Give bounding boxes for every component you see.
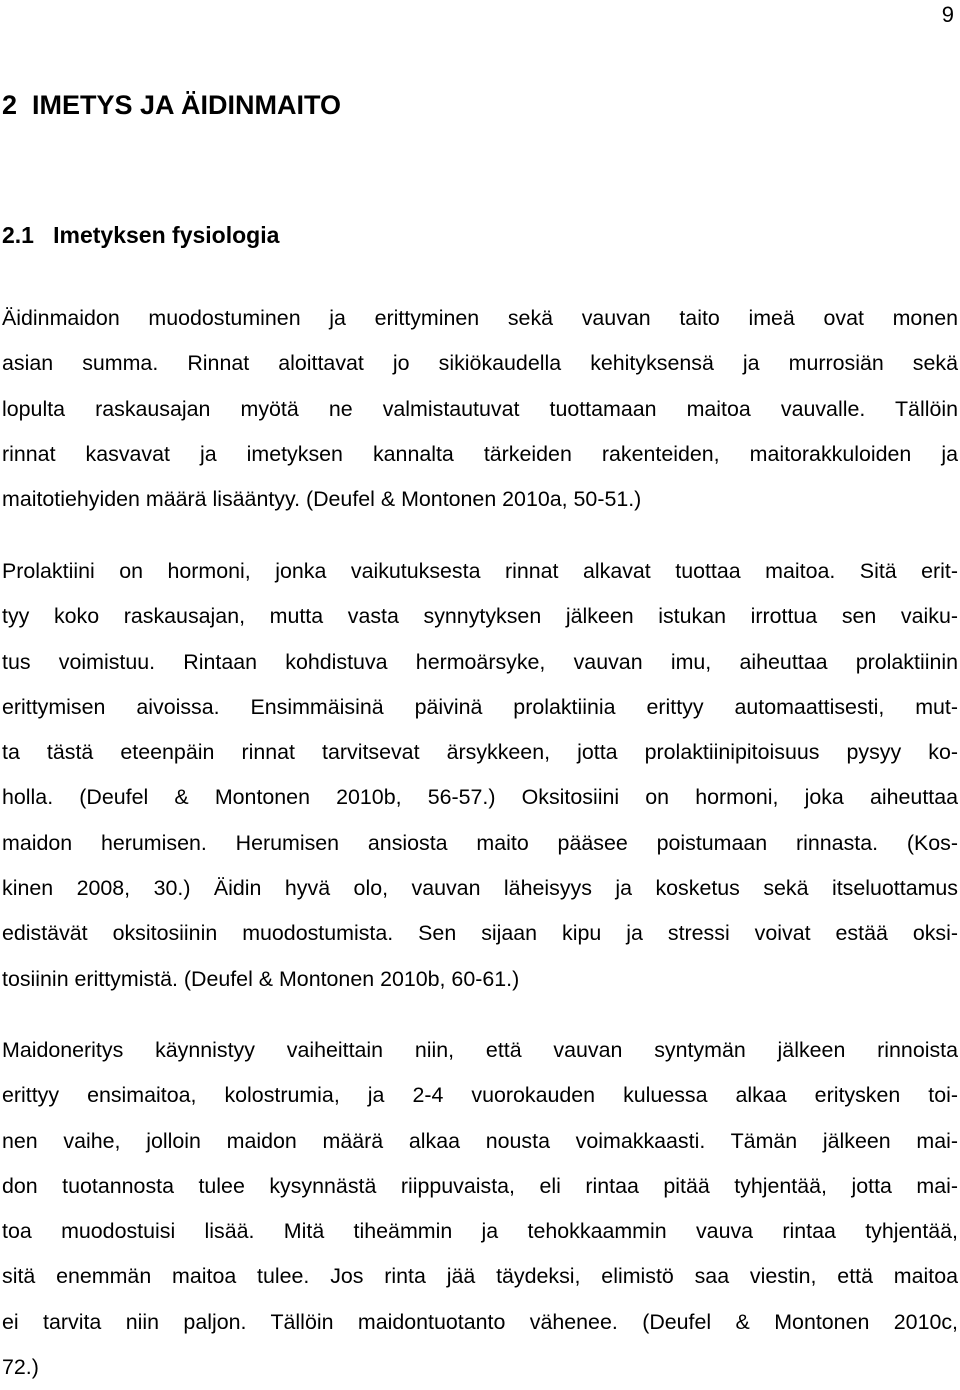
- text-line: kinen 2008, 30.) Äidin hyvä olo, vauvan läheisyys ja kosketus sekä itseluottamus: [2, 876, 958, 901]
- section-heading: 2.1 Imetyksen fysiologia: [2, 222, 280, 248]
- paragraph-2: [2, 549, 958, 1002]
- text-line: toa muodostuisi lisää. Mitä tiheämmin ja tehokkaammin vauva rintaa tyhjentää,: [2, 1219, 958, 1244]
- text-line: Prolaktiini on hormoni, jonka vaikutuksesta rinnat alkavat tuottaa maitoa. Sitä erit-: [2, 559, 958, 583]
- text-line: lopulta raskausajan myötä ne valmistautuvat tuottamaan maitoa vauvalle. Tällöin: [2, 396, 958, 421]
- paragraph-1: [2, 296, 958, 522]
- chapter-heading: 2 IMETYS JA ÄIDINMAITO: [2, 90, 342, 120]
- text-line: nen vaihe, jolloin maidon määrä alkaa nousta voimakkaasti. Tämän jälkeen mai-: [2, 1128, 958, 1153]
- text-line: tus voimistuu. Rintaan kohdistuva hermoärsyke, vauvan imu, aiheuttaa prolaktiinin: [2, 649, 958, 674]
- text-line: tosiinin erittymistä. (Deufel & Montonen 2010b, 60-61.): [2, 966, 520, 991]
- paragraph-3: [2, 1028, 958, 1390]
- text-line: erittymisen aivoissa. Ensimmäisinä päivinä prolaktiinia erittyy automaattisesti, mut-: [2, 694, 958, 719]
- text-line: asian summa. Rinnat aloittavat jo sikiökaudella kehityksensä ja murrosiän sekä: [2, 351, 958, 376]
- text-line: 72.): [2, 1355, 39, 1380]
- text-line: maitotiehyiden määrä lisääntyy. (Deufel & Montonen 2010a, 50-51.): [2, 487, 642, 512]
- text-line: holla. (Deufel & Montonen 2010b, 56-57.) Oksitosiini on hormoni, joka aiheuttaa: [2, 785, 958, 810]
- text-line: Maidoneritys käynnistyy vaiheittain niin, että vauvan syntymän jälkeen rinnoista: [2, 1038, 958, 1062]
- text-line: sitä enemmän maitoa tulee. Jos rinta jää täydeksi, elimistö saa viestin, että maitoa: [2, 1264, 958, 1289]
- page-number: 9: [941, 2, 954, 27]
- text-line: Äidinmaidon muodostuminen ja erittyminen sekä vauvan taito imeä ovat monen: [2, 306, 958, 330]
- text-line: rinnat kasvavat ja imetyksen kannalta tärkeiden rakenteiden, maitorakkuloiden ja: [2, 441, 958, 466]
- text-line: ei tarvita niin paljon. Tällöin maidontuotanto vähenee. (Deufel & Montonen 2010c,: [2, 1309, 958, 1334]
- text-line: edistävät oksitosiinin muodostumista. Sen sijaan kipu ja stressi voivat estää oksi-: [2, 921, 958, 946]
- text-line: tyy koko raskausajan, mutta vasta synnytyksen jälkeen istukan irrottua sen vaiku-: [2, 604, 958, 629]
- text-line: maidon herumisen. Herumisen ansiosta maito pääsee poistumaan rinnasta. (Kos-: [2, 830, 958, 855]
- text-line: erittyy ensimaitoa, kolostrumia, ja 2-4 vuorokauden kuluessa alkaa eritysken toi-: [2, 1083, 958, 1108]
- text-line: ta tästä eteenpäin rinnat tarvitsevat ärsykkeen, jotta prolaktiinipitoisuus pysyy ko-: [2, 740, 958, 765]
- text-line: don tuotannosta tulee kysynnästä riippuvaista, eli rintaa pitää tyhjentää, jotta mai-: [2, 1173, 958, 1198]
